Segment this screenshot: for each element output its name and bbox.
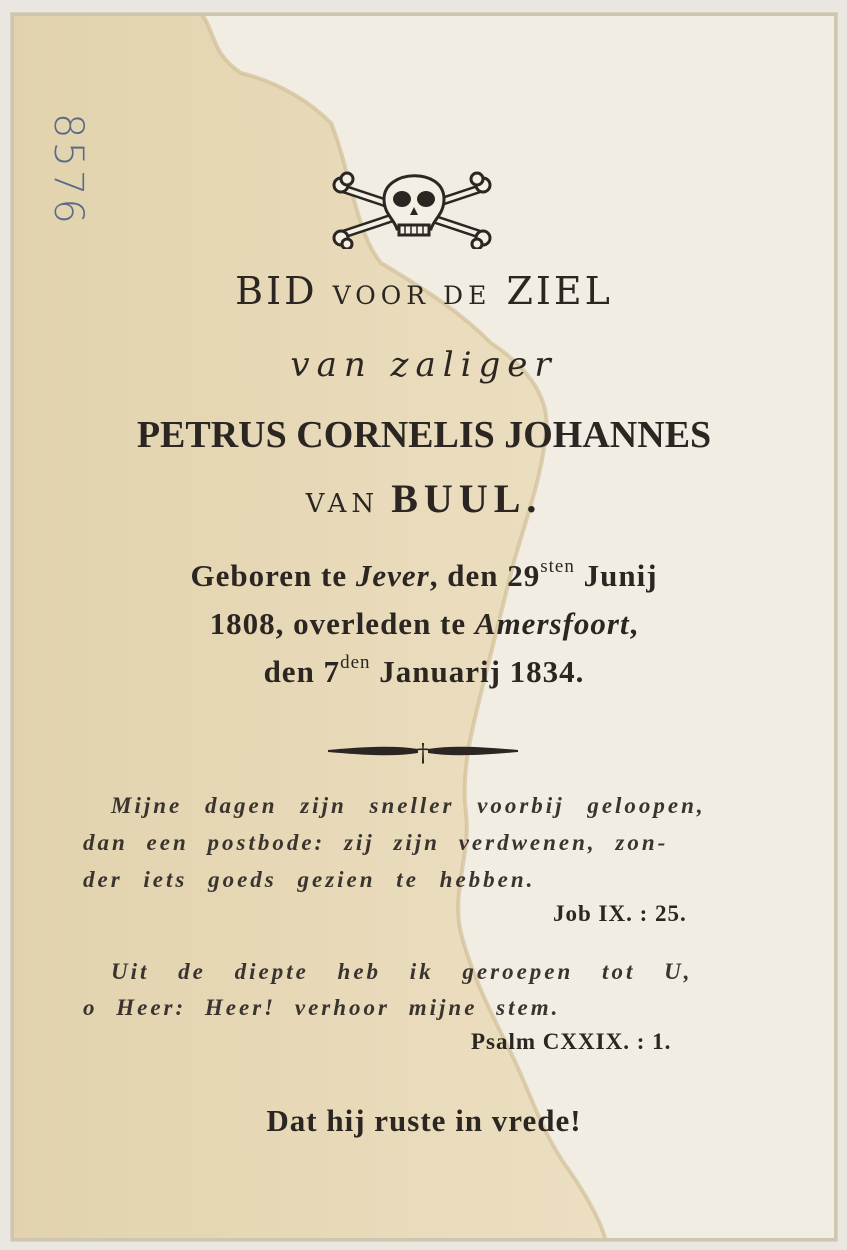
death-place: Amersfoort (474, 606, 630, 641)
heading-word-bid: BID (235, 269, 318, 313)
verse1-line2: dan een postbode: zij zijn verdwenen, zon- (83, 830, 669, 855)
verse1-line3: der iets goeds gezien te hebben. (83, 867, 536, 892)
subheading: van zaliger (290, 345, 558, 385)
heading-word-voor-de: VOOR DE (332, 281, 492, 310)
deceased-name-line1: PETRUS CORNELIS JOHANNES (136, 414, 712, 456)
death-text: 1808, overleden te (209, 606, 467, 641)
birth-date-suffix: sten (540, 556, 575, 577)
birth-month: Junij (574, 558, 658, 593)
birth-place: Jever (355, 558, 430, 593)
surname: BUUL. (391, 476, 543, 521)
birth-date: , den 29 (429, 558, 541, 593)
ornamental-divider (323, 733, 523, 773)
birth-line-1 (11, 558, 837, 594)
death-month-year: Januarij 1834. (370, 654, 585, 689)
death-date: den 7 (263, 654, 341, 689)
verse1-line1: Mijne dagen zijn sneller voorbij geloopen, (111, 793, 706, 818)
handwritten-catalog-number: 8576 (45, 113, 91, 227)
birth-line-3 (11, 654, 837, 690)
verse2-line1: Uit de diepte heb ik geroepen tot U, (111, 959, 693, 984)
deceased-name-line2 (11, 475, 837, 522)
death-date-suffix: den (340, 652, 371, 673)
death-comma: , (629, 606, 639, 641)
verse1-reference: Job IX. : 25. (553, 901, 687, 926)
skull-crossbones-icon (329, 159, 499, 249)
heading-word-ziel: ZIEL (506, 269, 613, 313)
heading (11, 269, 837, 313)
name-prefix: VAN (305, 489, 380, 519)
verse2-line2: o Heer: Heer! verhoor mijne stem. (83, 995, 561, 1020)
closing-line: Dat hij ruste in vrede! (266, 1103, 582, 1138)
verse2-reference: Psalm CXXIX. : 1. (471, 1029, 672, 1054)
cross-icon: † (417, 739, 429, 767)
prayer-card (10, 12, 838, 1242)
birth-text: Geboren te (190, 558, 348, 593)
birth-line-2 (11, 606, 837, 642)
